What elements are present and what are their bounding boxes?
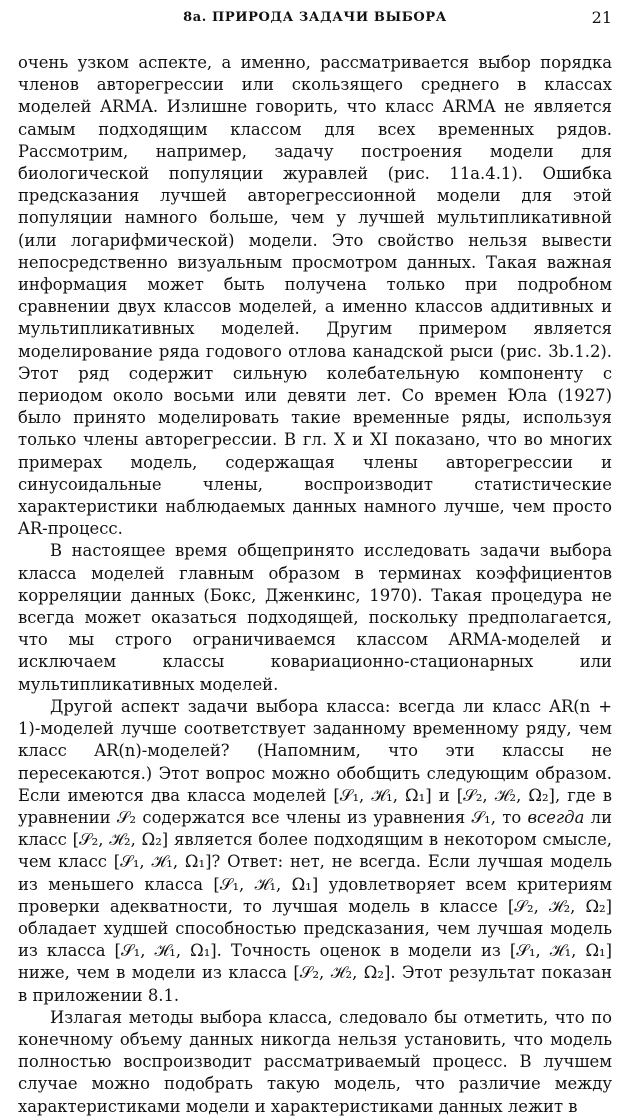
paragraph-3	[18, 696, 612, 1007]
section-title: 8а. ПРИРОДА ЗАДАЧИ ВЫБОРА	[183, 10, 447, 25]
book-page	[18, 8, 612, 1118]
paragraph-4	[18, 1007, 612, 1118]
text-run: В настоящее время общепринято исследовать задачи выбора класса моделей главным образом в терминах коэффициентов корреляции данных (Бокс, Дженкинс, 1970). Такая процедура не всегда может оказаться подходящей, поскольку предполагается, что мы строго ограничиваемся классом ARMA-моделей и исключаем классы ковариационно-стационарных или мультипликативных моделей.	[18, 541, 612, 694]
italic-emphasis: всегда	[527, 807, 585, 827]
text-run: Излагая методы выбора класса, следовало бы отметить, что по конечному объему данных никогда нельзя установить, что модель полностью воспроизводит рассматриваемый процесс. В лучшем случае можно подобрать такую модель, что различие между характеристиками модели и характеристиками данных лежит в	[18, 1007, 612, 1116]
text-run: ли класс [𝒮₂, ℋ₂, Ω₂] является более подходящим в некотором смысле, чем класс [𝒮₁, ℋ₁, Ω₁]? Ответ: нет, не всегда. Если лучшая модель из меньшего класса [𝒮₁, ℋ₁, Ω₁] удовлетворяет всем критериям проверки адекватности, то лучшая модель в классе [𝒮₂, ℋ₂, Ω₂] обладает худшей способностью предсказания, чем лучшая модель из класса [𝒮₁, ℋ₁, Ω₁]. Точность оценок в модели из [𝒮₁, ℋ₁, Ω₁] ниже, чем в модели из класса [𝒮₂, ℋ₂, Ω₂]. Этот результат показан в приложении 8.1.	[18, 807, 612, 1005]
body-text	[18, 52, 612, 1118]
paragraph-2	[18, 540, 612, 695]
text-run: Другой аспект задачи выбора класса: всегда ли класс AR(n + 1)-моделей лучше соответствует заданному временному ряду, чем класс AR(n)-моделей? (Напомним, что эти классы не пересекаются.) Этот вопрос можно обобщить следующим образом. Если имеются два класса моделей [𝒮₁, ℋ₁, Ω₁] и [𝒮₂, ℋ₂, Ω₂], где в уравнении 𝒮₂ содержатся все члены из уравнения 𝒮₁, то	[18, 696, 612, 827]
page-number: 21	[591, 8, 612, 27]
text-run: очень узком аспекте, а именно, рассматривается выбор порядка членов авторегрессии или скользящего среднего в классах моделей ARMA. Излишне говорить, что класс ARMA не является самым подходящим классом для всех временных рядов. Рассмотрим, например, задачу построения модели для биологической популяции журавлей (рис. 11а.4.1). Ошибка предсказания лучшей авторегрессионной модели для этой популяции намного больше, чем у лучшей мультипликативной (или логарифмической) модели. Это свойство нельзя вывести непосредственно визуальным просмотром данных. Такая важная информация может быть получена только при подробном сравнении двух классов моделей, а именно классов аддитивных и мультипликативных моделей. Другим примером является моделирование ряда годового отлова канадской рыси (рис. 3b.1.2). Этот ряд содержит сильную колебательную компоненту с периодом около восьми или девяти лет. Со времен Юла (1927) было принято моделировать такие временные ряды, используя только члены авторегрессии. В гл. X и XI показано, что во многих примерах модель, содержащая члены авторегрессии и синусоидальные члены, воспроизводит статистические характеристики наблюдаемых данных намного лучше, чем просто AR-процесс.	[18, 53, 612, 539]
running-head	[18, 8, 612, 34]
paragraph-1	[18, 52, 612, 540]
